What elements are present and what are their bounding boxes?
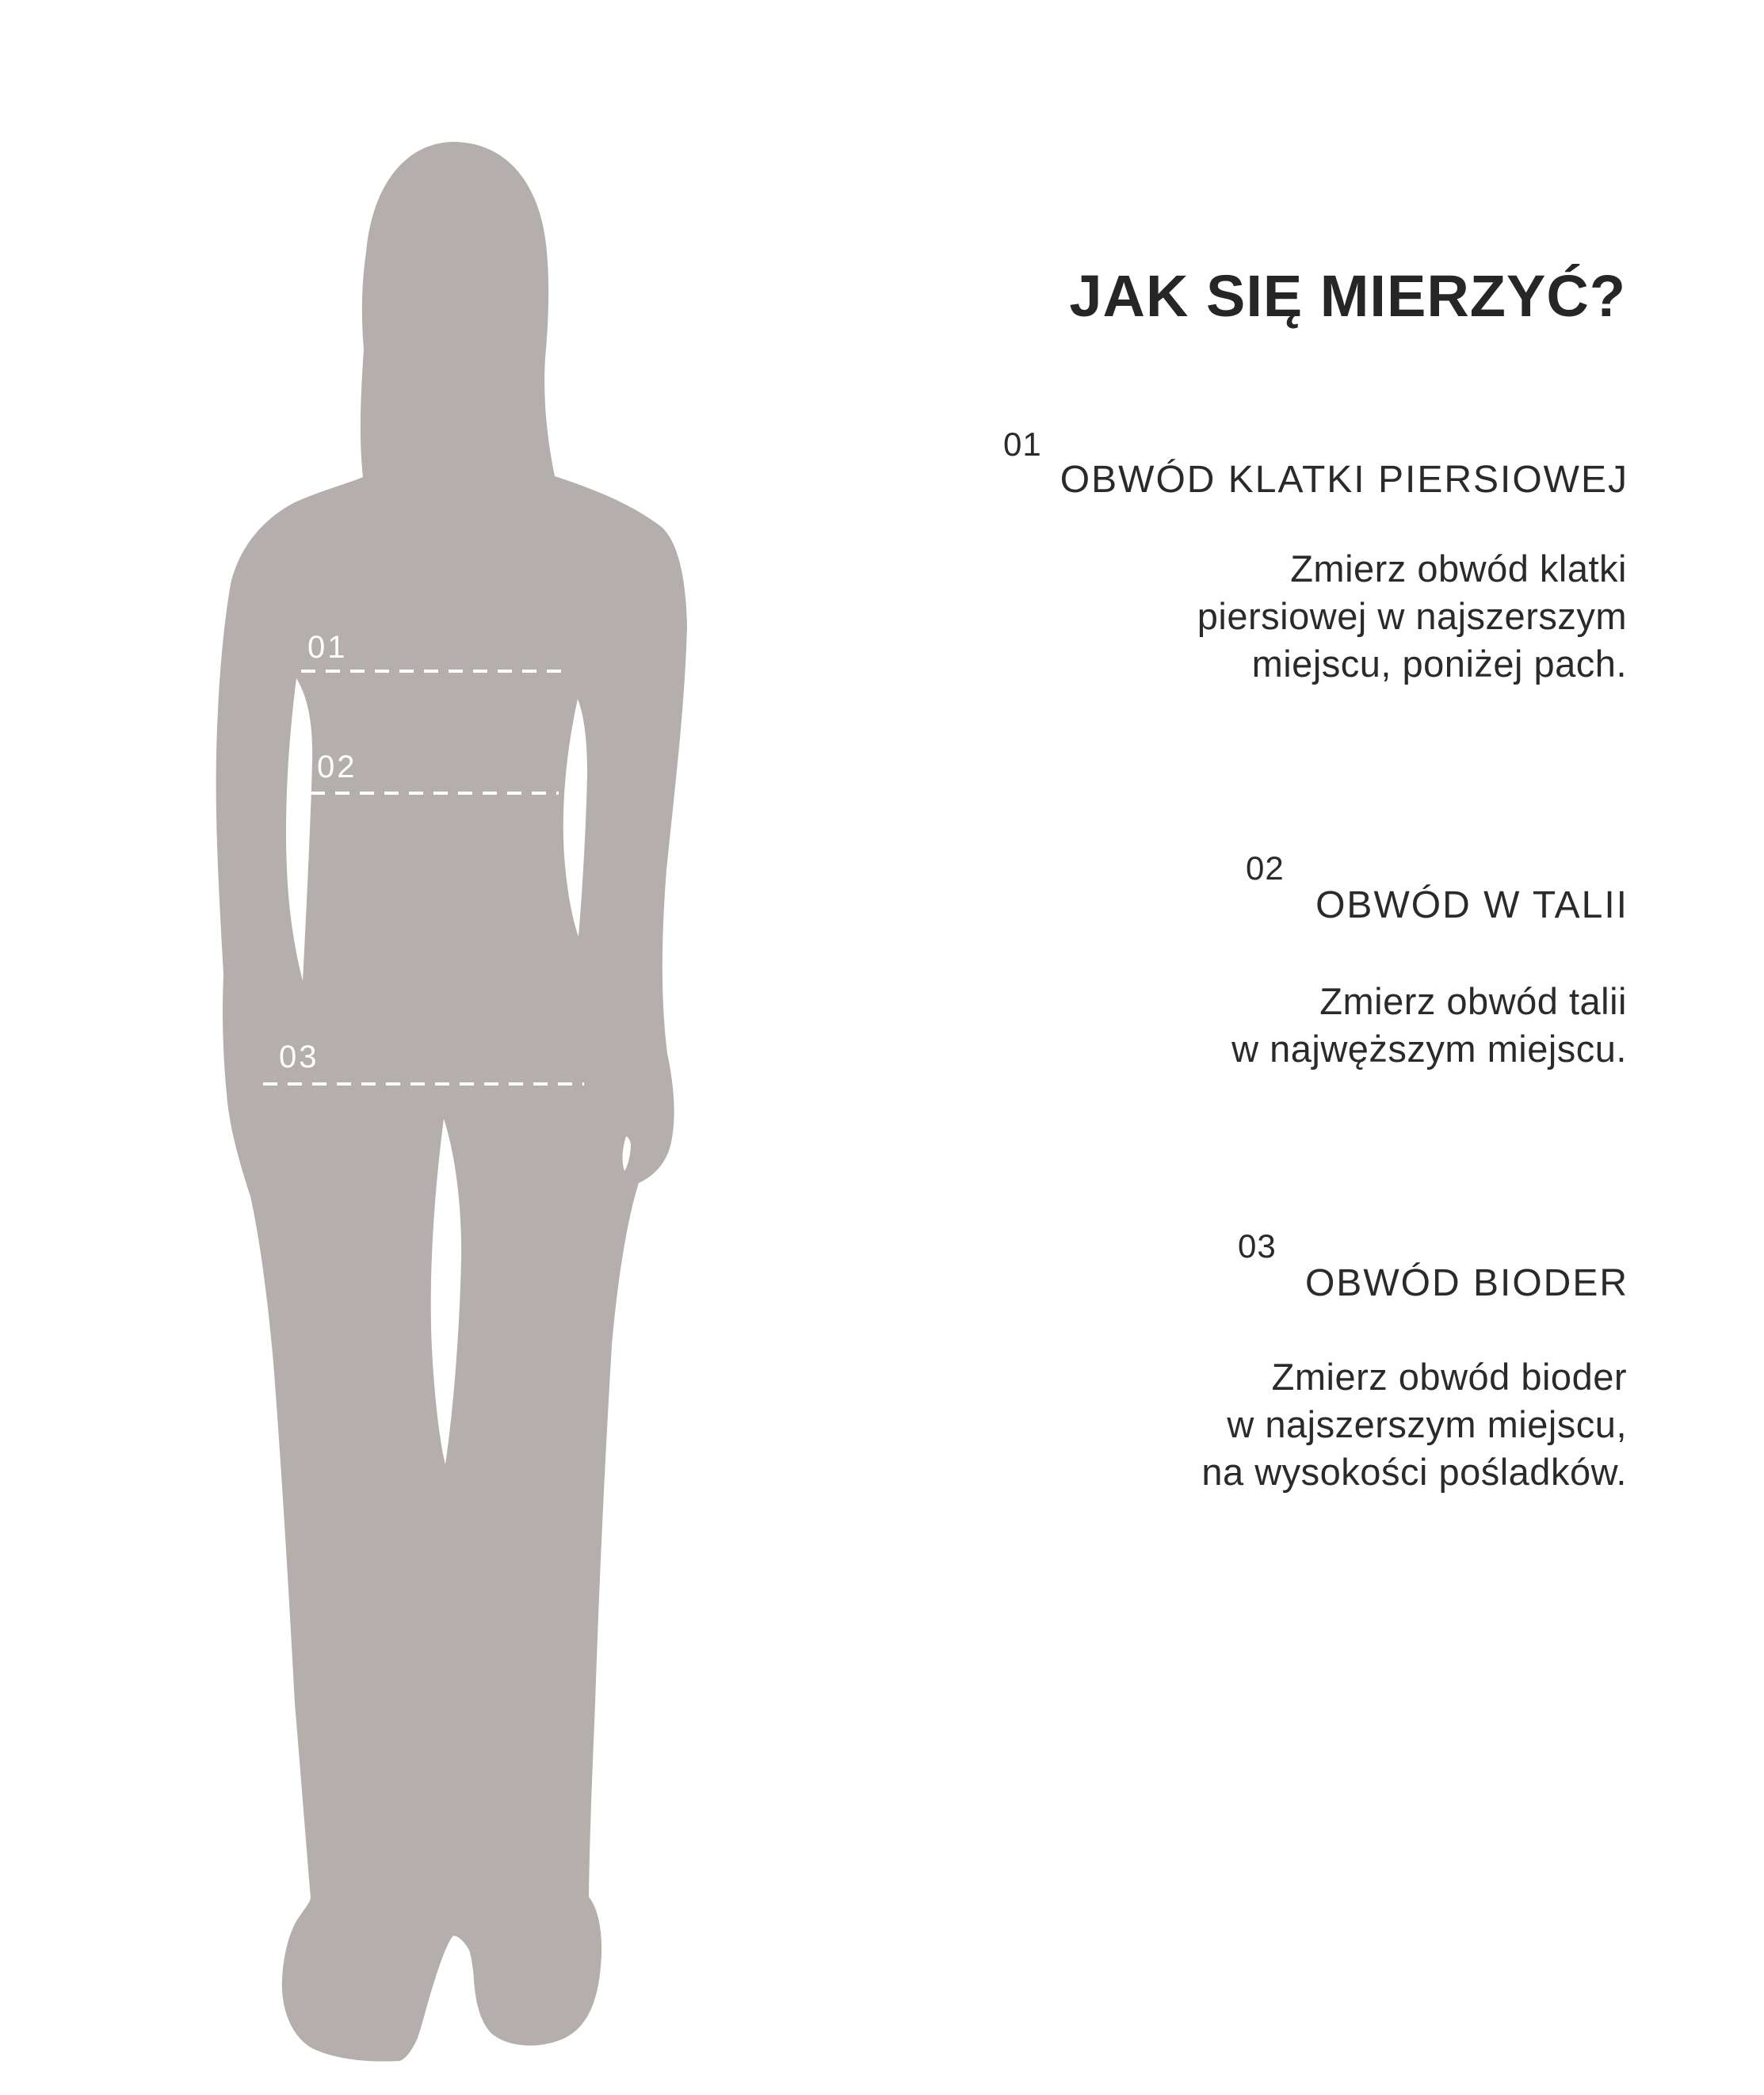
description-line: Zmierz obwód klatki xyxy=(1290,548,1627,590)
marker-label-waist: 02 xyxy=(317,750,357,784)
description-line: miejscu, poniżej pach. xyxy=(1251,643,1627,685)
description-line: w najszerszym miejscu, xyxy=(1227,1403,1627,1445)
section-heading-hips: OBWÓD BIODER xyxy=(1304,1262,1628,1304)
description-line: na wysokości pośladków. xyxy=(1201,1451,1627,1493)
section-heading-waist: OBWÓD W TALII xyxy=(1315,884,1628,926)
section-description-hips xyxy=(872,1353,1627,1496)
marker-label-hips: 03 xyxy=(279,1040,319,1074)
body-silhouette-path xyxy=(216,142,687,2062)
section-heading-chest: OBWÓD KLATKI PIERSIOWEJ xyxy=(1060,459,1628,501)
page-title: JAK SIĘ MIERZYĆ? xyxy=(1069,262,1626,329)
section-number-waist: 02 xyxy=(1246,849,1285,887)
section-description-waist xyxy=(872,978,1627,1073)
description-line: w najwęższym miejscu. xyxy=(1231,1028,1627,1070)
section-number-hips: 03 xyxy=(1238,1227,1277,1265)
section-description-chest xyxy=(872,545,1627,688)
description-line: piersiowej w najszerszym xyxy=(1197,595,1627,637)
description-line: Zmierz obwód bioder xyxy=(1271,1356,1627,1398)
section-number-chest: 01 xyxy=(1003,425,1042,463)
marker-label-chest: 01 xyxy=(307,630,348,665)
description-line: Zmierz obwód talii xyxy=(1319,980,1627,1022)
